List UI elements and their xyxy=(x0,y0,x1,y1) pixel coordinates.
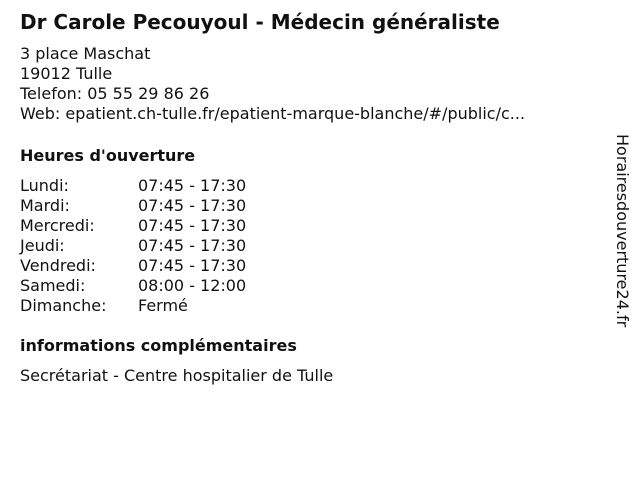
phone-number: Telefon: 05 55 29 86 26 xyxy=(20,84,210,103)
day-label: Vendredi: xyxy=(20,256,96,275)
hours-value: 07:45 - 17:30 xyxy=(138,236,247,255)
info-title: informations complémentaires xyxy=(20,336,297,355)
address-city: 19012 Tulle xyxy=(20,64,113,83)
opening-hours-title: Heures d'ouverture xyxy=(20,146,196,165)
hours-row-sunday xyxy=(20,296,610,316)
hours-row-thursday xyxy=(20,236,610,256)
hours-value: Fermé xyxy=(138,296,188,315)
hours-row-monday xyxy=(20,176,610,196)
hours-row-saturday xyxy=(20,276,610,296)
hours-row-tuesday xyxy=(20,196,610,216)
day-label: Jeudi: xyxy=(20,236,65,255)
hours-row-friday xyxy=(20,256,610,276)
website-link[interactable]: Web: epatient.ch-tulle.fr/epatient-marque-blanche/#/public/c... xyxy=(20,104,526,123)
hours-value: 08:00 - 12:00 xyxy=(138,276,247,295)
day-label: Samedi: xyxy=(20,276,86,295)
hours-value: 07:45 - 17:30 xyxy=(138,256,247,275)
day-label: Lundi: xyxy=(20,176,69,195)
listing-card xyxy=(20,8,610,386)
contact-block xyxy=(20,44,610,124)
site-watermark: Horairesdouverture24.fr xyxy=(613,134,632,328)
address-street: 3 place Maschat xyxy=(20,44,151,63)
hours-value: 07:45 - 17:30 xyxy=(138,196,247,215)
hours-row-wednesday xyxy=(20,216,610,236)
hours-value: 07:45 - 17:30 xyxy=(138,216,247,235)
opening-hours-table xyxy=(20,176,610,316)
hours-value: 07:45 - 17:30 xyxy=(138,176,247,195)
info-text: Secrétariat - Centre hospitalier de Tulle xyxy=(20,366,334,385)
page-title: Dr Carole Pecouyoul - Médecin généraliste xyxy=(20,10,500,34)
day-label: Dimanche: xyxy=(20,296,107,315)
day-label: Mercredi: xyxy=(20,216,95,235)
day-label: Mardi: xyxy=(20,196,70,215)
